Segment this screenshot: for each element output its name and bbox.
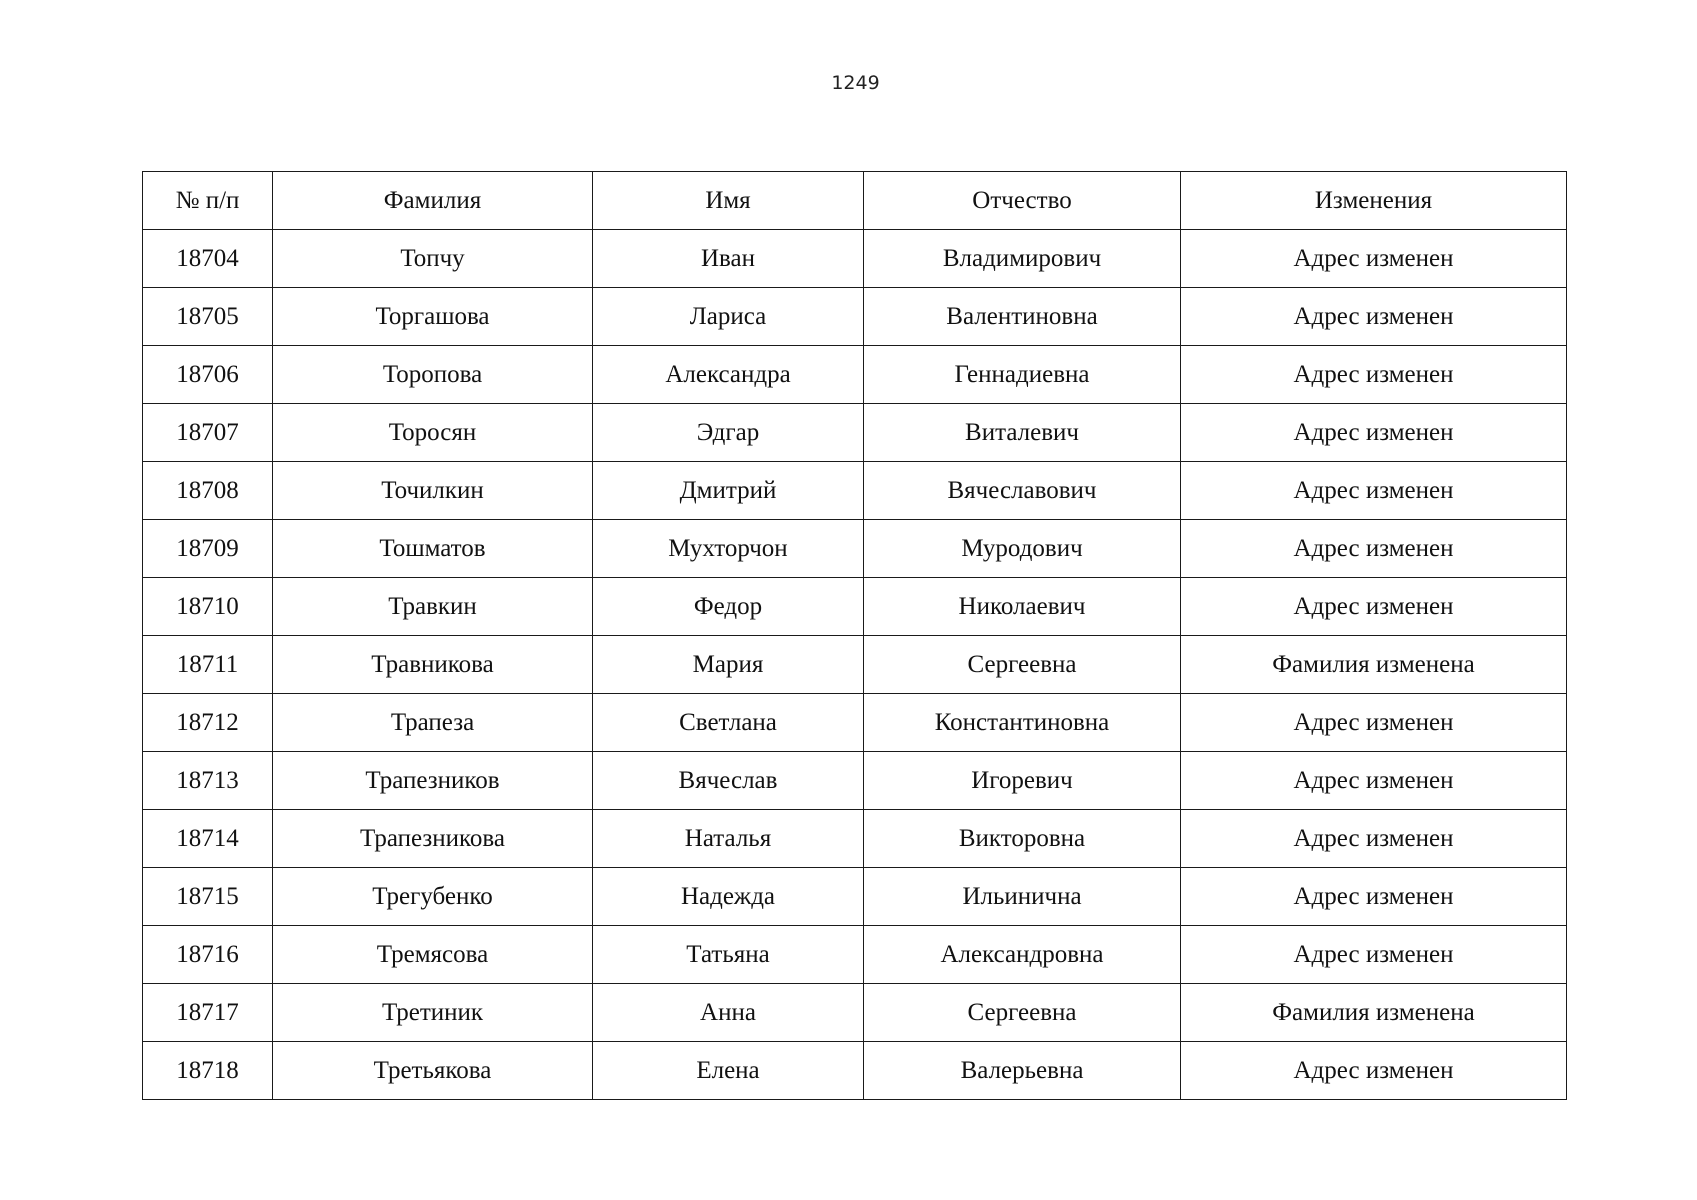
cell-number: 18715 [143, 868, 273, 926]
cell-first-name: Елена [593, 1042, 864, 1100]
cell-number: 18710 [143, 578, 273, 636]
cell-surname: Торгашова [273, 288, 593, 346]
cell-patronymic: Викторовна [864, 810, 1181, 868]
cell-first-name: Эдгар [593, 404, 864, 462]
cell-surname: Третьякова [273, 1042, 593, 1100]
cell-changes: Адрес изменен [1181, 868, 1567, 926]
cell-patronymic: Вячеславович [864, 462, 1181, 520]
cell-surname: Трапезникова [273, 810, 593, 868]
cell-patronymic: Геннадиевна [864, 346, 1181, 404]
cell-surname: Травкин [273, 578, 593, 636]
cell-surname: Торопова [273, 346, 593, 404]
cell-first-name: Мария [593, 636, 864, 694]
cell-changes: Адрес изменен [1181, 694, 1567, 752]
cell-first-name: Иван [593, 230, 864, 288]
table-row [143, 288, 1567, 346]
cell-patronymic: Ильинична [864, 868, 1181, 926]
cell-surname: Точилкин [273, 462, 593, 520]
cell-surname: Трегубенко [273, 868, 593, 926]
cell-changes: Адрес изменен [1181, 926, 1567, 984]
cell-number: 18707 [143, 404, 273, 462]
cell-surname: Тремясова [273, 926, 593, 984]
table-row [143, 578, 1567, 636]
cell-surname: Топчу [273, 230, 593, 288]
cell-number: 18714 [143, 810, 273, 868]
table-row [143, 404, 1567, 462]
cell-patronymic: Александровна [864, 926, 1181, 984]
cell-changes: Адрес изменен [1181, 230, 1567, 288]
cell-number: 18718 [143, 1042, 273, 1100]
cell-number: 18712 [143, 694, 273, 752]
cell-patronymic: Игоревич [864, 752, 1181, 810]
table-row [143, 1042, 1567, 1100]
cell-first-name: Федор [593, 578, 864, 636]
cell-number: 18705 [143, 288, 273, 346]
cell-changes: Адрес изменен [1181, 1042, 1567, 1100]
header-surname: Фамилия [273, 172, 593, 230]
registry-table [142, 171, 1567, 1100]
cell-number: 18717 [143, 984, 273, 1042]
header-changes: Изменения [1181, 172, 1567, 230]
header-number: № п/п [143, 172, 273, 230]
cell-patronymic: Владимирович [864, 230, 1181, 288]
cell-changes: Адрес изменен [1181, 752, 1567, 810]
table-header [143, 172, 1567, 230]
header-patronymic: Отчество [864, 172, 1181, 230]
table-row [143, 810, 1567, 868]
cell-changes: Фамилия изменена [1181, 984, 1567, 1042]
cell-patronymic: Валерьевна [864, 1042, 1181, 1100]
table-row [143, 926, 1567, 984]
header-first-name: Имя [593, 172, 864, 230]
cell-changes: Адрес изменен [1181, 346, 1567, 404]
cell-surname: Травникова [273, 636, 593, 694]
cell-changes: Адрес изменен [1181, 810, 1567, 868]
table-row [143, 462, 1567, 520]
cell-number: 18713 [143, 752, 273, 810]
cell-changes: Адрес изменен [1181, 404, 1567, 462]
cell-changes: Адрес изменен [1181, 578, 1567, 636]
cell-surname: Третиник [273, 984, 593, 1042]
page-number: 1249 [831, 72, 880, 94]
table-row [143, 520, 1567, 578]
table-row [143, 868, 1567, 926]
cell-patronymic: Сергеевна [864, 636, 1181, 694]
cell-patronymic: Валентиновна [864, 288, 1181, 346]
cell-surname: Торосян [273, 404, 593, 462]
cell-changes: Адрес изменен [1181, 520, 1567, 578]
table-row [143, 230, 1567, 288]
cell-surname: Трапезников [273, 752, 593, 810]
table-row [143, 752, 1567, 810]
cell-surname: Трапеза [273, 694, 593, 752]
cell-first-name: Надежда [593, 868, 864, 926]
cell-patronymic: Николаевич [864, 578, 1181, 636]
cell-first-name: Вячеслав [593, 752, 864, 810]
cell-patronymic: Виталевич [864, 404, 1181, 462]
cell-first-name: Наталья [593, 810, 864, 868]
cell-patronymic: Константиновна [864, 694, 1181, 752]
cell-changes: Фамилия изменена [1181, 636, 1567, 694]
cell-first-name: Мухторчон [593, 520, 864, 578]
cell-number: 18716 [143, 926, 273, 984]
cell-changes: Адрес изменен [1181, 288, 1567, 346]
cell-number: 18706 [143, 346, 273, 404]
table-row [143, 636, 1567, 694]
cell-number: 18709 [143, 520, 273, 578]
cell-first-name: Татьяна [593, 926, 864, 984]
table-body [143, 230, 1567, 1100]
cell-first-name: Дмитрий [593, 462, 864, 520]
cell-number: 18704 [143, 230, 273, 288]
table-row [143, 984, 1567, 1042]
cell-first-name: Светлана [593, 694, 864, 752]
cell-patronymic: Муродович [864, 520, 1181, 578]
cell-number: 18711 [143, 636, 273, 694]
cell-first-name: Лариса [593, 288, 864, 346]
cell-patronymic: Сергеевна [864, 984, 1181, 1042]
cell-first-name: Анна [593, 984, 864, 1042]
table-row [143, 346, 1567, 404]
cell-number: 18708 [143, 462, 273, 520]
cell-surname: Тошматов [273, 520, 593, 578]
header-row [143, 172, 1567, 230]
cell-first-name: Александра [593, 346, 864, 404]
cell-changes: Адрес изменен [1181, 462, 1567, 520]
table-row [143, 694, 1567, 752]
